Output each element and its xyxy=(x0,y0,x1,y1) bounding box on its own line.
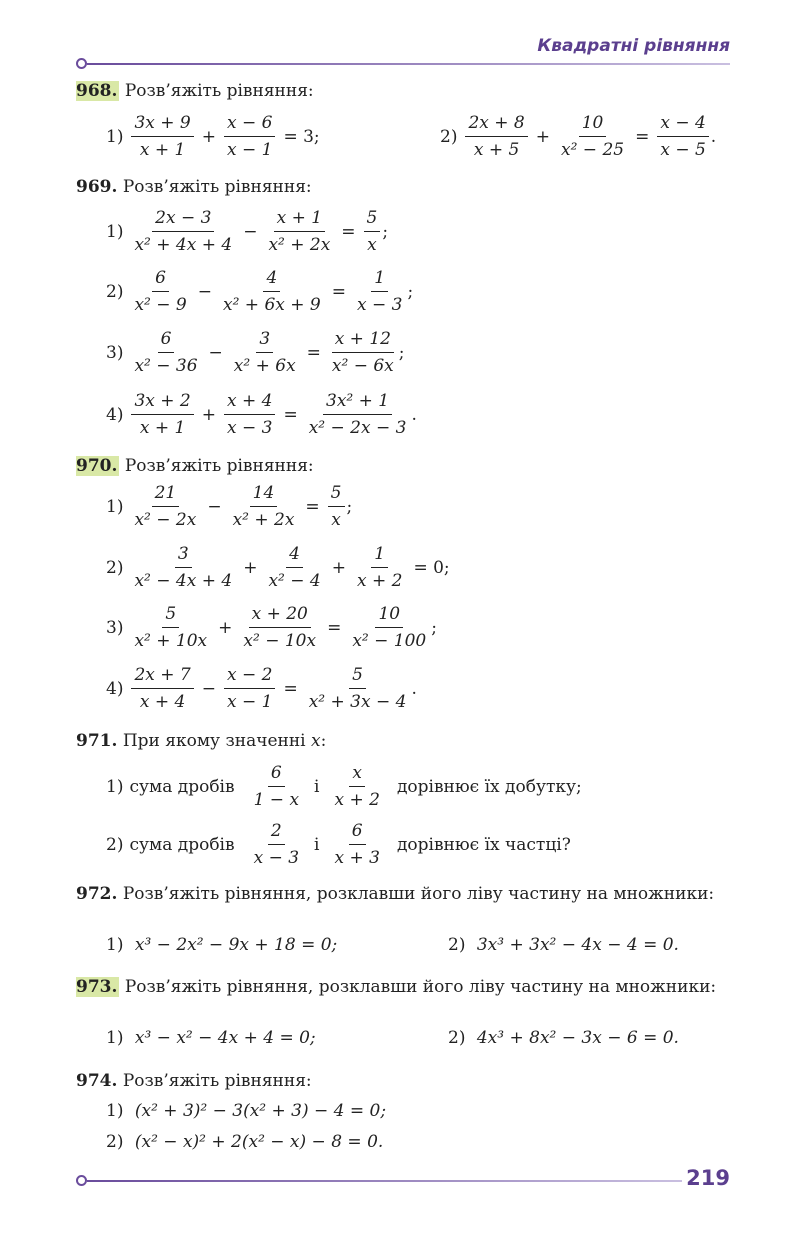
item-label: 2) xyxy=(448,1028,466,1048)
equation-969-3 xyxy=(106,328,405,377)
fraction: $\frac{3x + 9}{x + 1}$ xyxy=(131,112,193,161)
problem-text: Розв’яжіть рівняння, розклавши його ліву частину на множники: xyxy=(124,977,717,997)
operator: = xyxy=(341,221,356,242)
problem-971-heading xyxy=(76,730,326,752)
operator: − xyxy=(197,281,212,302)
fraction: $\frac{14}{\text{x² + 2x}}$ xyxy=(232,483,295,530)
page-number: 219 xyxy=(686,1166,730,1190)
problem-number: 973. xyxy=(76,977,118,997)
operator: − xyxy=(207,496,222,517)
item-label: 4) xyxy=(106,678,124,699)
fraction: $\frac{21}{\text{x² − 2x}}$ xyxy=(134,483,197,530)
equation-968-2 xyxy=(440,112,716,161)
problem-972-heading xyxy=(76,882,730,906)
item-label: 3) xyxy=(106,342,124,363)
item-971-2 xyxy=(106,820,571,869)
equation-969-4 xyxy=(106,390,417,439)
equation-tail: . xyxy=(411,404,417,425)
problem-970-heading xyxy=(76,455,314,477)
fraction: $\frac{3x + 2}{x + 1}$ xyxy=(131,390,193,439)
variable: x xyxy=(311,731,321,751)
equation-tail: ; xyxy=(431,617,437,638)
item-label: 2) xyxy=(106,557,124,578)
operator: = xyxy=(331,281,346,302)
problem-text: При якому значенні xyxy=(122,731,306,751)
problem-969-heading xyxy=(76,176,312,198)
item-label: 2) xyxy=(106,281,124,302)
fraction: $\frac{4}{\text{x² + 6x + 9}}$ xyxy=(222,268,321,315)
item-label: 1) xyxy=(106,496,124,517)
equation-expression: (x² + 3)² − 3(x² + 3) − 4 = 0; xyxy=(134,1101,387,1121)
problem-number: 972. xyxy=(76,884,118,904)
problem-number: 971. xyxy=(76,731,118,751)
item-label: 2) xyxy=(106,834,124,855)
item-label: 1) xyxy=(106,126,124,147)
conjunction: і xyxy=(314,834,320,855)
fraction: $\frac{1}{x + 2}$ xyxy=(356,544,403,591)
operator: = xyxy=(635,126,650,147)
item-label: 3) xyxy=(106,617,124,638)
operator: = xyxy=(305,496,320,517)
operator: + xyxy=(243,557,258,578)
fraction: $\frac{1}{x - 3}$ xyxy=(356,268,403,315)
operator: + xyxy=(331,557,346,578)
fraction: $\frac{6}{\text{x² − 36}}$ xyxy=(134,329,198,376)
fraction: $\frac{3}{\text{x² + 6x}}$ xyxy=(233,329,296,376)
fraction: $\frac{x}{x + 2}$ xyxy=(334,763,380,810)
equation-968-1 xyxy=(106,112,326,161)
item-label: 1) xyxy=(106,221,124,242)
operator: + xyxy=(218,617,233,638)
fraction: $\frac{5}{\text{x² + 3x − 4}}$ xyxy=(308,665,407,712)
item-label: 1) xyxy=(106,935,124,955)
fraction: $\frac{10}{\text{x² − 100}}$ xyxy=(352,604,427,651)
operator: − xyxy=(201,678,216,699)
problem-text: Розв’яжіть рівняння: xyxy=(124,456,314,476)
fraction: $\frac{x - 4}{x - 5}$ xyxy=(657,112,708,161)
colon: : xyxy=(320,731,327,751)
fraction: $\frac{x + 12}{\text{x² − 6x}}$ xyxy=(331,329,394,376)
fraction: $\frac{3}{\text{x² − 4x + 4}}$ xyxy=(134,544,233,591)
equation-972-1 xyxy=(106,935,337,955)
fraction: $\frac{x - 2}{x - 1}$ xyxy=(224,664,275,713)
fraction: $\frac{2}{x - 3}$ xyxy=(253,821,300,868)
operator: = xyxy=(283,404,298,425)
item-label: 1) xyxy=(106,776,124,797)
fraction: $\frac{5}{x}$ xyxy=(364,207,381,256)
operator: = xyxy=(306,342,321,363)
operator: + xyxy=(201,404,216,425)
fraction: $\frac{10}{\text{x² − 25}}$ xyxy=(560,113,625,160)
problem-968-heading xyxy=(76,80,314,102)
fraction: $\frac{2x + 7}{x + 4}$ xyxy=(131,664,193,713)
fraction: $\frac{x + 4}{x - 3}$ xyxy=(224,390,275,439)
problem-text: Розв’яжіть рівняння: xyxy=(122,177,312,197)
fraction: $\frac{x + 20}{\text{x² − 10x}}$ xyxy=(243,604,317,651)
item-text: дорівнює їх добутку; xyxy=(396,776,582,797)
fraction: $\frac{5}{x}$ xyxy=(328,482,345,531)
equation-972-2 xyxy=(448,935,679,955)
equation-tail: ; xyxy=(382,221,389,242)
equation-expression: x³ − x² − 4x + 4 = 0; xyxy=(134,1028,316,1048)
equation-970-3 xyxy=(106,603,437,652)
chapter-title: Квадратні рівняння xyxy=(537,36,730,56)
item-label: 1) xyxy=(106,1028,124,1048)
equation-969-1 xyxy=(106,207,388,256)
item-text: сума дробів xyxy=(129,834,235,855)
item-971-1 xyxy=(106,762,582,811)
equation-970-1 xyxy=(106,482,352,531)
equation-tail: . xyxy=(710,126,717,147)
item-label: 4) xyxy=(106,404,124,425)
problem-974-heading xyxy=(76,1070,312,1092)
problem-number: 968. xyxy=(76,81,118,101)
problem-number: 970. xyxy=(76,456,118,476)
problem-number: 969. xyxy=(76,177,118,197)
operator: + xyxy=(201,126,216,147)
equation-tail: = 0; xyxy=(413,557,450,578)
item-label: 1) xyxy=(106,1101,124,1121)
operator: − xyxy=(243,221,258,242)
problem-973-heading xyxy=(76,975,730,999)
problem-number: 974. xyxy=(76,1071,118,1091)
problem-text: Розв’яжіть рівняння: xyxy=(122,1071,312,1091)
fraction: $\frac{\text{3x² + 1}}{\text{x² − 2x − 3}}$ xyxy=(308,391,407,438)
equation-974-1 xyxy=(106,1101,386,1121)
operator: = xyxy=(327,617,342,638)
item-label: 2) xyxy=(448,935,466,955)
equation-expression: 3x³ + 3x² − 4x − 4 = 0. xyxy=(476,935,679,955)
equation-tail: ; xyxy=(398,342,405,363)
conjunction: і xyxy=(314,776,320,797)
header-line xyxy=(87,63,730,65)
fraction: $\frac{6}{x + 3}$ xyxy=(334,821,380,868)
fraction: $\frac{4}{\text{x² − 4}}$ xyxy=(268,544,321,591)
operator: + xyxy=(535,126,550,147)
equation-973-2 xyxy=(448,1028,679,1048)
problem-text: Розв’яжіть рівняння: xyxy=(124,81,314,101)
problem-text: Розв’яжіть рівняння, розклавши його ліву частину на множники: xyxy=(122,884,715,904)
fraction: $\frac{2x - 3}{\text{x² + 4x + 4}}$ xyxy=(134,208,233,255)
equation-tail: ; xyxy=(407,281,414,302)
equation-tail: . xyxy=(411,678,417,699)
item-text: сума дробів xyxy=(129,776,235,797)
fraction: $\frac{5}{\text{x² + 10x}}$ xyxy=(134,604,208,651)
fraction: $\frac{2x + 8}{x + 5}$ xyxy=(465,112,527,161)
item-label: 2) xyxy=(440,126,458,147)
equation-970-2 xyxy=(106,543,456,592)
equation-tail: ; xyxy=(346,496,353,517)
operator: = xyxy=(283,678,298,699)
equation-tail: = 3; xyxy=(283,126,320,147)
equation-974-2 xyxy=(106,1132,383,1152)
fraction: $\frac{x - 6}{x - 1}$ xyxy=(224,112,275,161)
operator: − xyxy=(208,342,223,363)
fraction: $\frac{6}{\text{x² − 9}}$ xyxy=(134,268,187,315)
equation-expression: x³ − 2x² − 9x + 18 = 0; xyxy=(134,935,338,955)
equation-expression: 4x³ + 8x² − 3x − 6 = 0. xyxy=(476,1028,679,1048)
item-text: дорівнює їх частці? xyxy=(396,834,571,855)
item-label: 2) xyxy=(106,1132,124,1152)
equation-973-1 xyxy=(106,1028,316,1048)
equation-970-4 xyxy=(106,664,417,713)
fraction: $\frac{x + 1}{\text{x² + 2x}}$ xyxy=(268,208,331,255)
fraction: $\frac{6}{1 - x}$ xyxy=(253,763,300,810)
equation-expression: (x² − x)² + 2(x² − x) − 8 = 0. xyxy=(134,1132,384,1152)
footer-line-circle xyxy=(76,1175,87,1186)
header-line-circle xyxy=(76,58,87,69)
equation-969-2 xyxy=(106,267,413,316)
footer-line xyxy=(87,1180,682,1182)
